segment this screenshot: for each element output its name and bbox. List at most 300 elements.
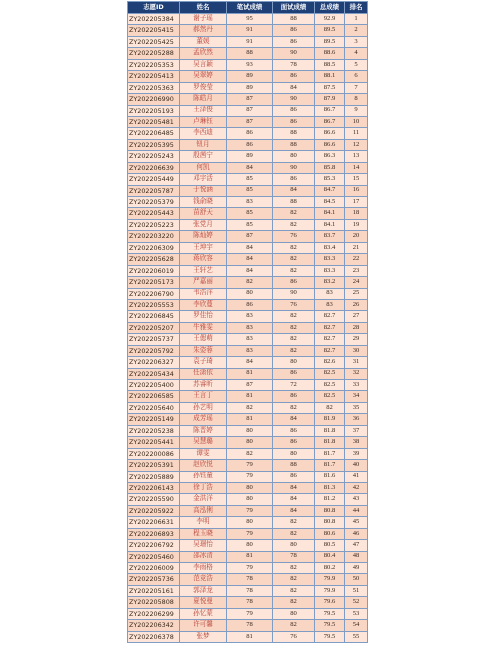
header-written-score: 笔试成绩 bbox=[227, 2, 273, 14]
volunteer-id-cell: ZY202205590 bbox=[128, 494, 180, 505]
name-cell: 夏悦曼 bbox=[180, 597, 227, 608]
name-cell: 金洪洋 bbox=[180, 494, 227, 505]
interview-score-cell: 80 bbox=[273, 608, 315, 619]
written-score-cell: 79 bbox=[227, 505, 273, 516]
table-row bbox=[128, 574, 368, 585]
rank-cell: 16 bbox=[345, 185, 368, 196]
rank-cell: 5 bbox=[345, 59, 368, 70]
rank-cell: 50 bbox=[345, 574, 368, 585]
interview-score-cell: 84 bbox=[273, 494, 315, 505]
volunteer-id-cell: ZY202205149 bbox=[128, 414, 180, 425]
total-score-cell: 85.8 bbox=[315, 162, 345, 173]
written-score-cell: 82 bbox=[227, 277, 273, 288]
table-row bbox=[128, 505, 368, 516]
volunteer-id-cell: ZY202205384 bbox=[128, 14, 180, 25]
total-score-cell: 82.5 bbox=[315, 368, 345, 379]
table-row bbox=[128, 551, 368, 562]
name-cell: 李雨格 bbox=[180, 563, 227, 574]
table-row bbox=[128, 139, 368, 150]
interview-score-cell: 86 bbox=[273, 116, 315, 127]
rank-cell: 52 bbox=[345, 597, 368, 608]
interview-score-cell: 86 bbox=[273, 36, 315, 47]
interview-score-cell: 72 bbox=[273, 380, 315, 391]
volunteer-id-cell: ZY202206485 bbox=[128, 128, 180, 139]
rank-cell: 13 bbox=[345, 151, 368, 162]
name-cell: 吴翠婷 bbox=[180, 71, 227, 82]
table-row bbox=[128, 94, 368, 105]
total-score-cell: 81.8 bbox=[315, 425, 345, 436]
interview-score-cell: 78 bbox=[273, 551, 315, 562]
interview-score-cell: 84 bbox=[273, 82, 315, 93]
interview-score-cell: 82 bbox=[273, 208, 315, 219]
volunteer-id-cell: ZY202205737 bbox=[128, 334, 180, 345]
name-cell: 成芳瑶 bbox=[180, 414, 227, 425]
total-score-cell: 79.9 bbox=[315, 585, 345, 596]
rank-cell: 46 bbox=[345, 528, 368, 539]
volunteer-id-cell: ZY202205400 bbox=[128, 380, 180, 391]
volunteer-id-cell: ZY202206143 bbox=[128, 482, 180, 493]
total-score-cell: 87.9 bbox=[315, 94, 345, 105]
written-score-cell: 81 bbox=[227, 551, 273, 562]
table-row bbox=[128, 105, 368, 116]
volunteer-id-cell: ZY202205787 bbox=[128, 185, 180, 196]
written-score-cell: 78 bbox=[227, 585, 273, 596]
name-cell: 陈皓月 bbox=[180, 94, 227, 105]
name-cell: 王泽俊 bbox=[180, 105, 227, 116]
table-row bbox=[128, 585, 368, 596]
rank-cell: 38 bbox=[345, 437, 368, 448]
name-cell: 罗俊莹 bbox=[180, 82, 227, 93]
table-row bbox=[128, 116, 368, 127]
interview-score-cell: 88 bbox=[273, 197, 315, 208]
name-cell: 孟欣然 bbox=[180, 48, 227, 59]
written-score-cell: 83 bbox=[227, 334, 273, 345]
name-cell: 王轩艺 bbox=[180, 265, 227, 276]
volunteer-id-cell: ZY202205425 bbox=[128, 36, 180, 47]
name-cell: 高泓俐 bbox=[180, 505, 227, 516]
name-cell: 李西迪 bbox=[180, 128, 227, 139]
rank-cell: 2 bbox=[345, 25, 368, 36]
volunteer-id-cell: ZY202205640 bbox=[128, 402, 180, 413]
written-score-cell: 80 bbox=[227, 482, 273, 493]
rank-cell: 49 bbox=[345, 563, 368, 574]
total-score-cell: 79.5 bbox=[315, 631, 345, 642]
name-cell: 任潇依 bbox=[180, 368, 227, 379]
rank-cell: 18 bbox=[345, 208, 368, 219]
interview-score-cell: 90 bbox=[273, 48, 315, 59]
written-score-cell: 85 bbox=[227, 208, 273, 219]
table-row bbox=[128, 59, 368, 70]
name-cell: 陈灿婷 bbox=[180, 231, 227, 242]
interview-score-cell: 86 bbox=[273, 425, 315, 436]
written-score-cell: 83 bbox=[227, 197, 273, 208]
name-cell: 牛雅雯 bbox=[180, 322, 227, 333]
total-score-cell: 83 bbox=[315, 299, 345, 310]
interview-score-cell: 82 bbox=[273, 563, 315, 574]
rank-cell: 40 bbox=[345, 460, 368, 471]
total-score-cell: 82 bbox=[315, 402, 345, 413]
interview-score-cell: 82 bbox=[273, 334, 315, 345]
table-row bbox=[128, 311, 368, 322]
written-score-cell: 79 bbox=[227, 608, 273, 619]
total-score-cell: 85.3 bbox=[315, 174, 345, 185]
name-cell: 于悦涵 bbox=[180, 185, 227, 196]
interview-score-cell: 84 bbox=[273, 505, 315, 516]
volunteer-id-cell: ZY202205173 bbox=[128, 277, 180, 288]
rank-cell: 45 bbox=[345, 517, 368, 528]
total-score-cell: 84.7 bbox=[315, 185, 345, 196]
volunteer-id-cell: ZY202205922 bbox=[128, 505, 180, 516]
written-score-cell: 86 bbox=[227, 139, 273, 150]
written-score-cell: 81 bbox=[227, 414, 273, 425]
written-score-cell: 93 bbox=[227, 59, 273, 70]
table-row bbox=[128, 471, 368, 482]
volunteer-id-cell: ZY202206342 bbox=[128, 620, 180, 631]
name-cell: 蒋欣容 bbox=[180, 254, 227, 265]
interview-score-cell: 78 bbox=[273, 59, 315, 70]
table-row bbox=[128, 71, 368, 82]
rank-cell: 21 bbox=[345, 242, 368, 253]
total-score-cell: 83 bbox=[315, 288, 345, 299]
name-cell: 罗佳怡 bbox=[180, 311, 227, 322]
table-row bbox=[128, 128, 368, 139]
table-row bbox=[128, 208, 368, 219]
written-score-cell: 83 bbox=[227, 322, 273, 333]
written-score-cell: 85 bbox=[227, 219, 273, 230]
table-row bbox=[128, 334, 368, 345]
volunteer-id-cell: ZY202205449 bbox=[128, 174, 180, 185]
table-row bbox=[128, 494, 368, 505]
name-cell: 吴言颖 bbox=[180, 59, 227, 70]
rank-cell: 35 bbox=[345, 402, 368, 413]
rank-cell: 43 bbox=[345, 494, 368, 505]
total-score-cell: 80.4 bbox=[315, 551, 345, 562]
written-score-cell: 80 bbox=[227, 425, 273, 436]
rank-cell: 29 bbox=[345, 334, 368, 345]
volunteer-id-cell: ZY202206792 bbox=[128, 540, 180, 551]
name-cell: 董媛 bbox=[180, 36, 227, 47]
header-volunteer-id: 志愿ID bbox=[128, 2, 180, 14]
rank-cell: 48 bbox=[345, 551, 368, 562]
rank-cell: 11 bbox=[345, 128, 368, 139]
name-cell: 张党月 bbox=[180, 219, 227, 230]
table-row bbox=[128, 242, 368, 253]
table-row bbox=[128, 277, 368, 288]
table-row bbox=[128, 380, 368, 391]
name-cell: 赵欣悦 bbox=[180, 460, 227, 471]
written-score-cell: 87 bbox=[227, 94, 273, 105]
table-row bbox=[128, 174, 368, 185]
written-score-cell: 84 bbox=[227, 162, 273, 173]
volunteer-id-cell: ZY202203220 bbox=[128, 231, 180, 242]
table-row bbox=[128, 368, 368, 379]
total-score-cell: 82.6 bbox=[315, 357, 345, 368]
volunteer-id-cell: ZY202205481 bbox=[128, 116, 180, 127]
total-score-cell: 88.5 bbox=[315, 59, 345, 70]
table-row bbox=[128, 608, 368, 619]
table-row bbox=[128, 448, 368, 459]
interview-score-cell: 82 bbox=[273, 574, 315, 585]
table-row bbox=[128, 620, 368, 631]
written-score-cell: 81 bbox=[227, 368, 273, 379]
table-row bbox=[128, 517, 368, 528]
interview-score-cell: 90 bbox=[273, 94, 315, 105]
total-score-cell: 82.7 bbox=[315, 311, 345, 322]
name-cell: 何凯 bbox=[180, 162, 227, 173]
written-score-cell: 89 bbox=[227, 151, 273, 162]
total-score-cell: 86.6 bbox=[315, 128, 345, 139]
rank-cell: 44 bbox=[345, 505, 368, 516]
total-score-cell: 86.3 bbox=[315, 151, 345, 162]
table-row bbox=[128, 162, 368, 173]
name-cell: 孙艺明 bbox=[180, 402, 227, 413]
written-score-cell: 87 bbox=[227, 105, 273, 116]
volunteer-id-cell: ZY202205395 bbox=[128, 139, 180, 150]
table-header bbox=[128, 2, 368, 14]
volunteer-id-cell: ZY202205353 bbox=[128, 59, 180, 70]
written-score-cell: 84 bbox=[227, 265, 273, 276]
written-score-cell: 89 bbox=[227, 71, 273, 82]
table-row bbox=[128, 563, 368, 574]
volunteer-id-cell: ZY202206009 bbox=[128, 563, 180, 574]
name-cell: 钱俞晓 bbox=[180, 197, 227, 208]
written-score-cell: 87 bbox=[227, 116, 273, 127]
table-row bbox=[128, 299, 368, 310]
name-cell: 谢子瑶 bbox=[180, 14, 227, 25]
total-score-cell: 86.6 bbox=[315, 139, 345, 150]
volunteer-id-cell: ZY202206585 bbox=[128, 391, 180, 402]
written-score-cell: 83 bbox=[227, 311, 273, 322]
name-cell: 王坤宇 bbox=[180, 242, 227, 253]
volunteer-id-cell: ZY202206639 bbox=[128, 162, 180, 173]
score-table bbox=[127, 1, 368, 643]
interview-score-cell: 86 bbox=[273, 174, 315, 185]
interview-score-cell: 82 bbox=[273, 528, 315, 539]
total-score-cell: 81.7 bbox=[315, 448, 345, 459]
table-row bbox=[128, 185, 368, 196]
table-row bbox=[128, 437, 368, 448]
table-row bbox=[128, 425, 368, 436]
name-cell: 徐丁浩 bbox=[180, 482, 227, 493]
header-row bbox=[128, 2, 368, 14]
name-cell: 韦浩洋 bbox=[180, 288, 227, 299]
interview-score-cell: 82 bbox=[273, 219, 315, 230]
name-cell: 王言丁 bbox=[180, 391, 227, 402]
total-score-cell: 89.5 bbox=[315, 36, 345, 47]
rank-cell: 41 bbox=[345, 471, 368, 482]
interview-score-cell: 84 bbox=[273, 482, 315, 493]
interview-score-cell: 82 bbox=[273, 345, 315, 356]
written-score-cell: 80 bbox=[227, 517, 273, 528]
rank-cell: 28 bbox=[345, 322, 368, 333]
written-score-cell: 79 bbox=[227, 528, 273, 539]
rank-cell: 30 bbox=[345, 345, 368, 356]
table-row bbox=[128, 219, 368, 230]
interview-score-cell: 88 bbox=[273, 460, 315, 471]
volunteer-id-cell: ZY202205207 bbox=[128, 322, 180, 333]
interview-score-cell: 76 bbox=[273, 299, 315, 310]
volunteer-id-cell: ZY202205391 bbox=[128, 460, 180, 471]
total-score-cell: 79.6 bbox=[315, 597, 345, 608]
written-score-cell: 78 bbox=[227, 597, 273, 608]
volunteer-id-cell: ZY202205415 bbox=[128, 25, 180, 36]
volunteer-id-cell: ZY202205161 bbox=[128, 585, 180, 596]
interview-score-cell: 82 bbox=[273, 254, 315, 265]
interview-score-cell: 86 bbox=[273, 471, 315, 482]
interview-score-cell: 86 bbox=[273, 105, 315, 116]
rank-cell: 32 bbox=[345, 368, 368, 379]
interview-score-cell: 76 bbox=[273, 231, 315, 242]
interview-score-cell: 86 bbox=[273, 368, 315, 379]
volunteer-id-cell: ZY202205441 bbox=[128, 437, 180, 448]
rank-cell: 51 bbox=[345, 585, 368, 596]
rank-cell: 27 bbox=[345, 311, 368, 322]
interview-score-cell: 86 bbox=[273, 277, 315, 288]
rank-cell: 20 bbox=[345, 231, 368, 242]
name-cell: 许可馨 bbox=[180, 620, 227, 631]
total-score-cell: 92.9 bbox=[315, 14, 345, 25]
written-score-cell: 80 bbox=[227, 540, 273, 551]
rank-cell: 10 bbox=[345, 116, 368, 127]
interview-score-cell: 86 bbox=[273, 391, 315, 402]
written-score-cell: 82 bbox=[227, 402, 273, 413]
volunteer-id-cell: ZY202205553 bbox=[128, 299, 180, 310]
table-row bbox=[128, 540, 368, 551]
volunteer-id-cell: ZY202205238 bbox=[128, 425, 180, 436]
total-score-cell: 81.7 bbox=[315, 460, 345, 471]
total-score-cell: 82.5 bbox=[315, 380, 345, 391]
written-score-cell: 82 bbox=[227, 448, 273, 459]
score-sheet bbox=[127, 1, 367, 663]
volunteer-id-cell: ZY202206845 bbox=[128, 311, 180, 322]
name-cell: 李明 bbox=[180, 517, 227, 528]
written-score-cell: 80 bbox=[227, 494, 273, 505]
name-cell: 李欣蔓 bbox=[180, 299, 227, 310]
interview-score-cell: 80 bbox=[273, 448, 315, 459]
name-cell: 王偲萌 bbox=[180, 334, 227, 345]
written-score-cell: 84 bbox=[227, 357, 273, 368]
interview-score-cell: 88 bbox=[273, 14, 315, 25]
rank-cell: 8 bbox=[345, 94, 368, 105]
volunteer-id-cell: ZY202205792 bbox=[128, 345, 180, 356]
rank-cell: 15 bbox=[345, 174, 368, 185]
volunteer-id-cell: ZY202206990 bbox=[128, 94, 180, 105]
written-score-cell: 91 bbox=[227, 25, 273, 36]
total-score-cell: 80.6 bbox=[315, 528, 345, 539]
table-row bbox=[128, 25, 368, 36]
total-score-cell: 83.3 bbox=[315, 265, 345, 276]
total-score-cell: 83.7 bbox=[315, 231, 345, 242]
volunteer-id-cell: ZY202206790 bbox=[128, 288, 180, 299]
name-cell: 谭雯 bbox=[180, 448, 227, 459]
total-score-cell: 81.9 bbox=[315, 414, 345, 425]
header-total-score: 总成绩 bbox=[315, 2, 345, 14]
volunteer-id-cell: ZY202205413 bbox=[128, 71, 180, 82]
table-row bbox=[128, 151, 368, 162]
total-score-cell: 87.5 bbox=[315, 82, 345, 93]
name-cell: 苗舒天 bbox=[180, 208, 227, 219]
interview-score-cell: 82 bbox=[273, 597, 315, 608]
volunteer-id-cell: ZY202205889 bbox=[128, 471, 180, 482]
rank-cell: 42 bbox=[345, 482, 368, 493]
written-score-cell: 84 bbox=[227, 254, 273, 265]
interview-score-cell: 82 bbox=[273, 242, 315, 253]
total-score-cell: 81.8 bbox=[315, 437, 345, 448]
name-cell: 郭泽龙 bbox=[180, 585, 227, 596]
rank-cell: 4 bbox=[345, 48, 368, 59]
interview-score-cell: 84 bbox=[273, 185, 315, 196]
interview-score-cell: 82 bbox=[273, 402, 315, 413]
total-score-cell: 86.7 bbox=[315, 116, 345, 127]
written-score-cell: 85 bbox=[227, 185, 273, 196]
rank-cell: 14 bbox=[345, 162, 368, 173]
written-score-cell: 95 bbox=[227, 14, 273, 25]
table-row bbox=[128, 265, 368, 276]
interview-score-cell: 76 bbox=[273, 631, 315, 642]
rank-cell: 33 bbox=[345, 380, 368, 391]
volunteer-id-cell: ZY202206019 bbox=[128, 265, 180, 276]
name-cell: 孙忆蒙 bbox=[180, 608, 227, 619]
table-row bbox=[128, 36, 368, 47]
total-score-cell: 80.2 bbox=[315, 563, 345, 574]
volunteer-id-cell: ZY202205443 bbox=[128, 208, 180, 219]
rank-cell: 54 bbox=[345, 620, 368, 631]
name-cell: 孙钰童 bbox=[180, 471, 227, 482]
total-score-cell: 83.3 bbox=[315, 254, 345, 265]
header-interview-score: 面试成绩 bbox=[273, 2, 315, 14]
interview-score-cell: 84 bbox=[273, 414, 315, 425]
written-score-cell: 80 bbox=[227, 288, 273, 299]
rank-cell: 9 bbox=[345, 105, 368, 116]
volunteer-id-cell: ZY202205288 bbox=[128, 48, 180, 59]
interview-score-cell: 90 bbox=[273, 288, 315, 299]
written-score-cell: 89 bbox=[227, 82, 273, 93]
rank-cell: 31 bbox=[345, 357, 368, 368]
written-score-cell: 80 bbox=[227, 437, 273, 448]
written-score-cell: 79 bbox=[227, 471, 273, 482]
total-score-cell: 83.2 bbox=[315, 277, 345, 288]
volunteer-id-cell: ZY202206327 bbox=[128, 357, 180, 368]
total-score-cell: 82.7 bbox=[315, 322, 345, 333]
table-row bbox=[128, 482, 368, 493]
volunteer-id-cell: ZY202205363 bbox=[128, 82, 180, 93]
rank-cell: 22 bbox=[345, 254, 368, 265]
written-score-cell: 81 bbox=[227, 391, 273, 402]
rank-cell: 36 bbox=[345, 414, 368, 425]
interview-score-cell: 90 bbox=[273, 162, 315, 173]
interview-score-cell: 80 bbox=[273, 357, 315, 368]
rank-cell: 39 bbox=[345, 448, 368, 459]
interview-score-cell: 86 bbox=[273, 437, 315, 448]
written-score-cell: 83 bbox=[227, 345, 273, 356]
table-row bbox=[128, 14, 368, 25]
total-score-cell: 89.5 bbox=[315, 25, 345, 36]
total-score-cell: 84.1 bbox=[315, 219, 345, 230]
name-cell: 朱姿蓉 bbox=[180, 345, 227, 356]
volunteer-id-cell: ZY202206378 bbox=[128, 631, 180, 642]
total-score-cell: 84.5 bbox=[315, 197, 345, 208]
rank-cell: 17 bbox=[345, 197, 368, 208]
table-row bbox=[128, 254, 368, 265]
written-score-cell: 84 bbox=[227, 242, 273, 253]
total-score-cell: 82.7 bbox=[315, 345, 345, 356]
written-score-cell: 85 bbox=[227, 174, 273, 185]
rank-cell: 34 bbox=[345, 391, 368, 402]
total-score-cell: 88.6 bbox=[315, 48, 345, 59]
total-score-cell: 79.5 bbox=[315, 608, 345, 619]
written-score-cell: 78 bbox=[227, 620, 273, 631]
volunteer-id-cell: ZY202205628 bbox=[128, 254, 180, 265]
